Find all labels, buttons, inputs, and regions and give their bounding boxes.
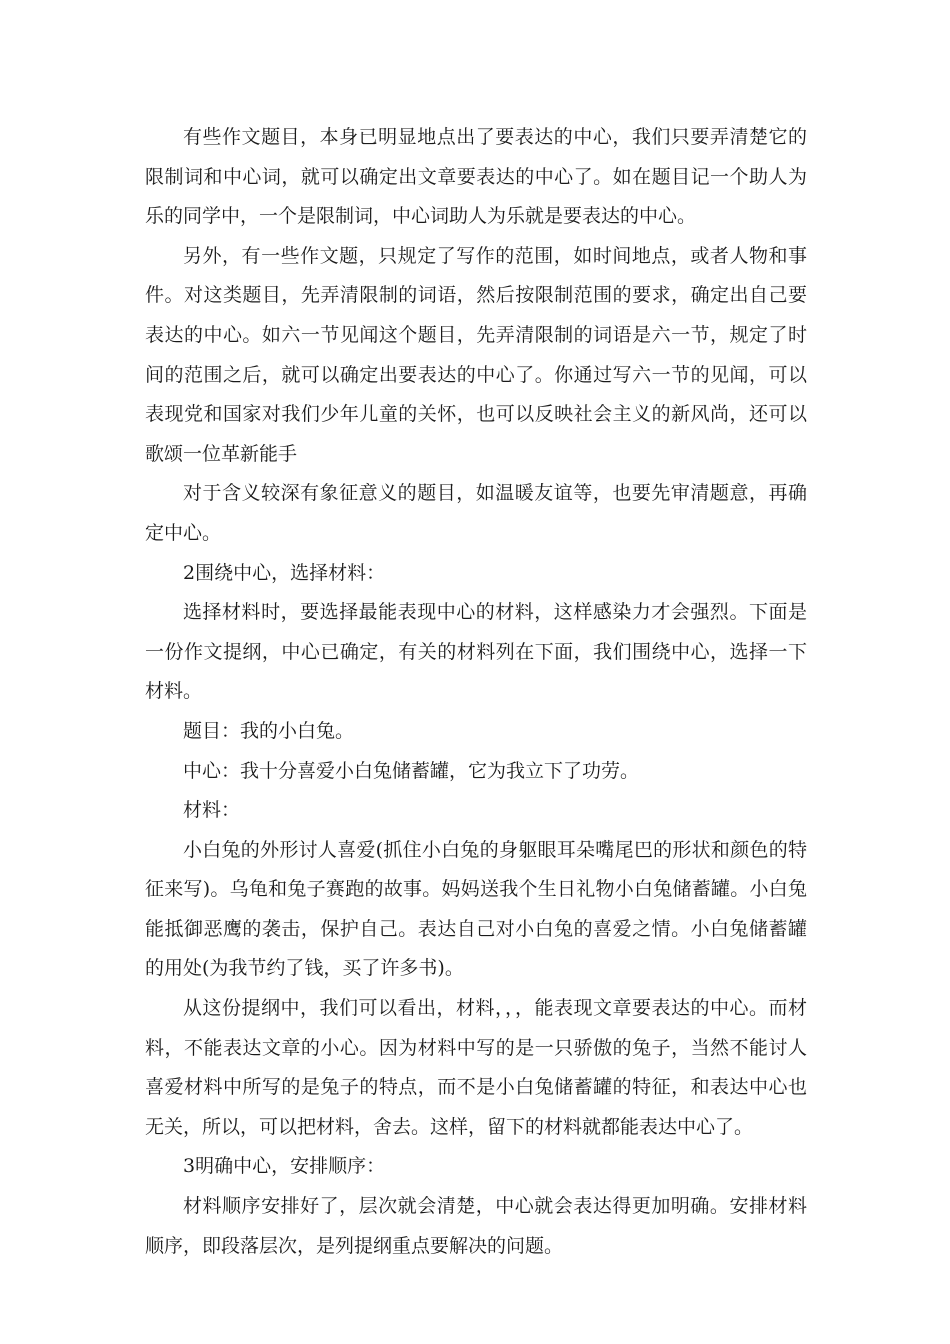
outline-center: 中心：我十分喜爱小白兔储蓄罐，它为我立下了功劳。 (183, 759, 640, 782)
paragraph-analysis: 从这份提纲中，我们可以看出，材料，，，能表现文章要表达的中心。而材料，不能表达文章的小心。因为材料中写的是一只骄傲的兔子，当然不能讨人喜爱材料中所写的是兔子的特点，而不是小白兔储蓄罐的特征，和表达中心也无关，所以，可以把材料，舍去。这样，留下的材料就都能表达中心了。 (145, 997, 807, 1138)
paragraph-select-material: 选择材料时，要选择最能表现中心的材料，这样感染力才会强烈。下面是一份作文提纲，中心已确定，有关的材料列在下面，我们围绕中心，选择一下材料。 (145, 601, 807, 703)
paragraph-topic-center: 有些作文题目，本身已明显地点出了要表达的中心，我们只要弄清楚它的限制词和中心词，就可以确定出文章要表达的中心了。如在题目记一个助人为乐的同学中，一个是限制词，中心词助人为乐就是要表达的中心。 (145, 126, 807, 228)
outline-title: 题目：我的小白兔。 (183, 719, 355, 742)
paragraph-symbolic-topics: 对于含义较深有象征意义的题目，如温暖友谊等，也要先审清题意，再确定中心。 (145, 482, 807, 544)
outline-material-label: 材料： (183, 799, 241, 822)
section-heading-arrange-order: 3明确中心，安排顺序： (183, 1155, 386, 1178)
section-heading-select-material: 2围绕中心，选择材料： (183, 561, 386, 584)
document-body (145, 118, 807, 1266)
outline-material-list: 小白兔的外形讨人喜爱(抓住小白兔的身躯眼耳朵嘴尾巴的形状和颜色的特征来写)。乌龟和兔子赛跑的故事。妈妈送我个生日礼物小白兔储蓄罐。小白兔能抵御恶鹰的袭击，保护自己。表达自己对小白兔的喜爱之情。小白兔储蓄罐的用处(为我节约了钱，买了许多书)。 (145, 838, 807, 980)
paragraph-arrange-order: 材料顺序安排好了，层次就会清楚，中心就会表达得更加明确。安排材料顺序，即段落层次，是列提纲重点要解决的问题。 (145, 1195, 807, 1257)
paragraph-scope-topics: 另外，有一些作文题，只规定了写作的范围，如时间地点，或者人物和事件。对这类题目，先弄清限制的词语，然后按限制范围的要求，确定出自己要表达的中心。如六一节见闻这个题目，先弄清限制的词语是六一节，规定了时间的范围之后，就可以确定出要表达的中心了。你通过写六一节的见闻，可以表现党和国家对我们少年儿童的关怀，也可以反映社会主义的新风尚，还可以歌颂一位革新能手 (145, 244, 807, 465)
